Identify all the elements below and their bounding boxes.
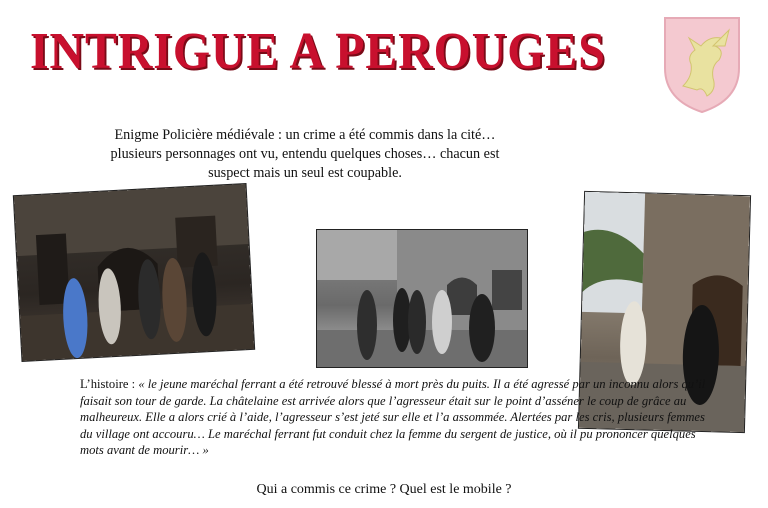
photo-villagers-night	[14, 184, 254, 361]
story-label: L’histoire :	[80, 377, 139, 391]
story-paragraph	[80, 376, 720, 459]
photo-villagers-street	[317, 230, 527, 367]
intro-paragraph: Enigme Policière médiévale : un crime a été commis dans la cité… plusieurs personnages ont vu, entendu quelques choses… chacun est suspect mais un seul est coupable.	[110, 127, 500, 181]
closing-question: Qui a commis ce crime ? Quel est le mobile ?	[256, 482, 512, 497]
story-text: « le jeune maréchal ferrant a été retrouvé blessé à mort près du puits. Il a été agressé par un inconnu alors qu’il faisait son tour de garde. La châtelaine est arrivée alors que l’agresseur était sur le point d’asséner le coup de grâce au malheureux. Elle a alors crié à l’aide, l’agresseur s’est jeté sur elle et l’a assommée. Alertées par les cris, plusieurs femmes du village ont accouru… Le maréchal ferrant fut conduit chez la femme du sergent de justice, où il pu prononcer quelques mots avant de mourir… »	[80, 377, 706, 458]
page-title: INTRIGUE A PEROUGES	[30, 23, 606, 80]
coat-of-arms-icon	[663, 16, 741, 114]
